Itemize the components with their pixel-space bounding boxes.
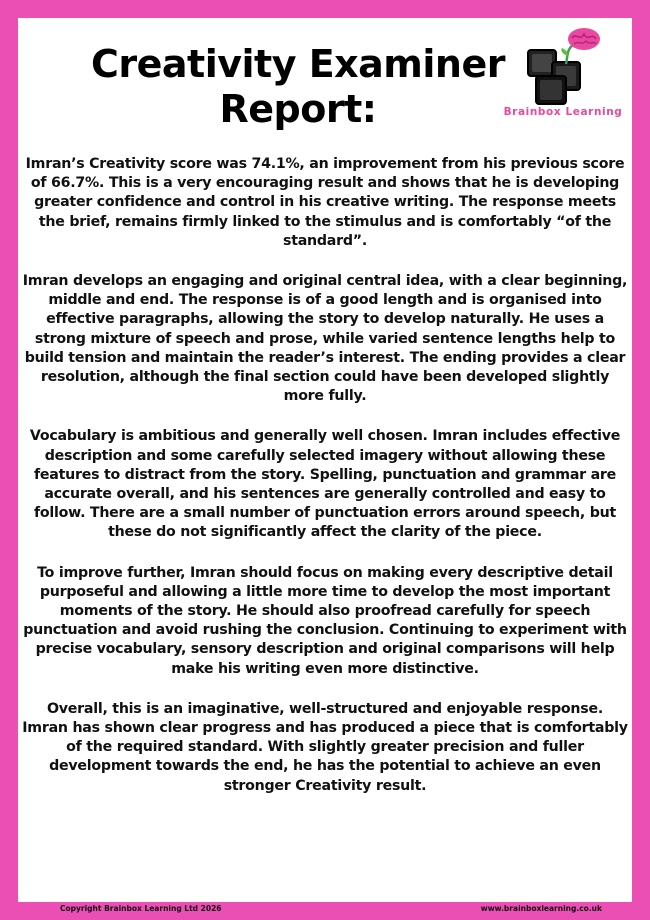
report-paragraph: Imran’s Creativity score was 74.1%, an improvement from his previous score of 66.7%. This is a very encouraging result and shows that he is developing greater confidence and control in his creative writing. The response meets the brief, remains firmly linked to the stimulus and is comfortably “of the standard”.	[25, 156, 625, 249]
title-line-2: Report:	[219, 87, 377, 131]
brain-on-boxes-icon	[522, 26, 606, 108]
footer-copyright: Copyright Brainbox Learning Ltd 2026	[60, 904, 222, 913]
brainbox-logo	[500, 26, 626, 122]
report-body	[22, 155, 628, 817]
report-paragraph: Vocabulary is ambitious and generally well chosen. Imran includes effective description and some carefully selected imagery without allowing these features to distract from the story. Spelling, punctuation and grammar are accurate overall, and his sentences are generally controlled and easy to follow. There are a small number of punctuation errors around speech, but these do not significantly affect the clarity of the piece.	[29, 428, 621, 541]
report-paragraph: Imran develops an engaging and original central idea, with a clear beginning, middle and end. The response is of a good length and is organised into effective paragraphs, allowing the story to develop naturally. He uses a strong mixture of speech and prose, while varied sentence lengths help to build tension and maintain the reader’s interest. The ending provides a clear resolution, although the final section could have been developed slightly more fully.	[22, 273, 628, 405]
page-title	[18, 42, 578, 132]
report-paragraph: Overall, this is an imaginative, well-structured and enjoyable response. Imran has shown clear progress and has produced a piece that is comfortably of the required standard. With slightly greater precision and fuller development towards the end, he has the potential to achieve an even stronger Creativity result.	[22, 700, 628, 794]
report-paragraph: To improve further, Imran should focus on making every descriptive detail purposeful and allowing a little more time to develop the most important moments of the story. He should also proofread carefully for speech punctuation and avoid rushing the conclusion. Continuing to experiment with precise vocabulary, sensory description and original comparisons will help make his writing even more distinctive.	[23, 564, 627, 677]
title-line-1: Creativity Examiner	[91, 42, 505, 86]
logo-text: Brainbox Learning	[503, 106, 623, 118]
report-page	[18, 18, 632, 902]
footer-website-link[interactable]: www.brainboxlearning.co.uk	[480, 904, 602, 913]
